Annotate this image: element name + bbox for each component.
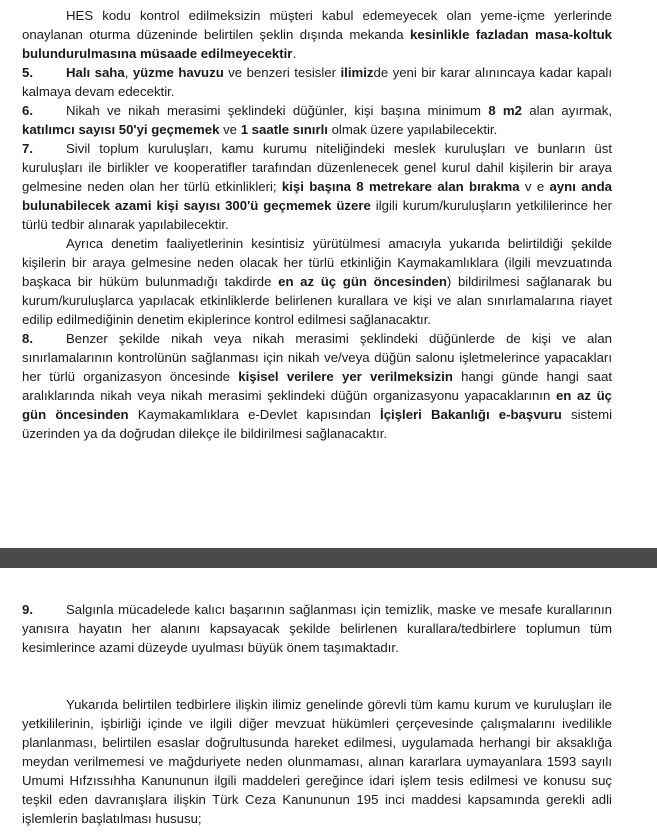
paragraph-hes xyxy=(22,6,612,63)
item-text: alan ayırmak, xyxy=(521,103,612,118)
item-text: hangi günde hangi saat aralıklarında nikah veya nikah merasimi şeklindeki düğün organizasyonu yapacaklarının xyxy=(22,369,612,403)
page-1-body xyxy=(22,6,612,443)
item-8 xyxy=(22,329,612,443)
item-text: Salgınla mücadelede kalıcı başarının sağlanması için temizlik, maske ve mesafe kurallarının yanısıra hayatın her alanını kapsayacak şekilde belirlenen kurallara/tedbirlere toplumun tüm kesimlerince azami düzeyde uyulması büyük önem taşımaktadır. xyxy=(22,602,612,655)
item-bold: ilimiz xyxy=(340,65,374,80)
paragraph-bold: kesinlikle fazladan masa-koltuk bulundurulmasına müsaade edilmeyecektir xyxy=(22,27,612,61)
document-page-2 xyxy=(0,568,657,832)
item-bold: en az üç gün öncesinden xyxy=(22,388,612,422)
item-bold: İçişleri Bakanlığı e-başvuru xyxy=(380,407,562,422)
item-text: de yeni bir karar alınıncaya kadar kapalı kalmaya devam edecektir. xyxy=(22,65,613,99)
item-text: olmak üzere yapılabilecektir. xyxy=(327,122,498,137)
paragraph-final: Yukarıda belirtilen tedbirlere ilişkin ilimiz genelinde görevli tüm kamu kurum ve kuruluşları ile yetkililerinin, işbirliği içinde ve ilgili diğer mevzuat hükümleri çerçevesinde çalışmalarını ivedilikle planlanması, belirtilen esaslar doğrultusunda hareket edilmesi, uygulamada herhangi bir aksaklığa meydan verilmemesi ve mağduriyete neden olunmaması, alınan kararlara uymayanlara 1593 sayılı Umumi Hıfzıssıhha Kanununun ilgili maddeleri gereğince idari işlem tesis edilmesi ve konusu suç teşkil eden davranışlara ilişkin Türk Ceza Kanununun 195 inci maddesi kapsamında gerekli adli işlemlerin başlatılması hususu; xyxy=(22,697,612,826)
item-number: 6. xyxy=(22,103,33,118)
item-5 xyxy=(22,63,612,101)
paragraph-text: . xyxy=(292,46,297,61)
item-text: , xyxy=(124,65,133,80)
item-number: 9. xyxy=(22,602,33,617)
item-7 xyxy=(22,139,612,234)
page-2-body xyxy=(22,600,612,828)
paragraph-denetim xyxy=(22,234,612,329)
paragraph-text: HES kodu kontrol edilmeksizin müşteri kabul edemeyecek olan yeme-içme yerlerinde onaylanan oturma düzeninde belirtilen şeklin dışında mekanda xyxy=(22,8,612,42)
item-number: 8. xyxy=(22,331,33,346)
item-text: sistemi üzerinden ya da doğrudan dilekçe ile bildirilmesi sağlanacaktır. xyxy=(22,407,613,441)
item-bold: kişisel verilere yer verilmeksizin xyxy=(238,369,453,384)
paragraph-bold: en az üç gün öncesinden xyxy=(278,274,447,289)
item-bold: aynı anda bulunabilecek azami kişi sayısı 300'ü geçmemek üzere xyxy=(22,179,612,213)
item-bold: katılımcı sayısı 50'yi geçmemek xyxy=(22,122,220,137)
item-text: v e xyxy=(519,179,550,194)
item-text: Sivil toplum kuruluşları, kamu kurumu niteliğindeki meslek kuruluşları ve bunların üst kuruluşları ile birlikler ve kooperatifler tarafından düzenlenecek genel kurul dahil kişilerin bir araya gelmesine neden olan her türlü etkinlikleri; xyxy=(22,141,612,194)
item-number: 7. xyxy=(22,141,33,156)
item-bold: kişi başına 8 metrekare alan bırakma xyxy=(281,179,520,194)
item-text: Nikah ve nikah merasimi şeklindeki düğünler, kişi başına minimum xyxy=(66,103,489,118)
item-9 xyxy=(22,600,612,657)
item-6 xyxy=(22,101,612,139)
item-bold: 8 m2 xyxy=(488,103,522,118)
item-text: Kaymakamlıklara e-Devlet kapısından xyxy=(128,407,381,422)
item-bold: yüzme havuzu xyxy=(132,65,224,80)
item-bold: 1 saatle sınırlı xyxy=(240,122,328,137)
paragraph-text: Ayrıca denetim faaliyetlerinin kesintisiz yürütülmesi amacıyla yukarıda belirtildiği şekilde kişilerin bir araya gelmesine neden olacak her türlü etkinliğin Kaymakamlıklara (ilgili mevzuatında başkaca bir hüküm bulunmadığı takdirde xyxy=(22,236,612,289)
item-bold: Halı saha xyxy=(66,65,125,80)
item-text: Benzer şekilde nikah veya nikah merasimi şeklindeki düğünlerde de kişi ve alan sınırlamalarının kontrolünün sağlanması için nikah ve/veya düğün salonu işletmelerince yapacakları her türlü organizasyon öncesinde xyxy=(22,331,612,384)
item-text: ve xyxy=(219,122,241,137)
item-number: 5. xyxy=(22,65,33,80)
paragraph-text: ) bildirilmesi sağlanarak bu kurum/kuruluşlarca yapılacak etkinliklerde belirlenen kurallara ve kişi ve alan sınırlamalarına riayet edilip edilmediğinin denetim ekiplerince kontrol edilmesi sağlanacaktır. xyxy=(22,274,612,327)
page-separator xyxy=(0,548,657,568)
item-text: ve benzeri tesisler xyxy=(223,65,341,80)
item-text: ilgili kurum/kuruluşların yetkililerince her türlü tedbir alınarak yapılabilecektir. xyxy=(22,198,612,232)
